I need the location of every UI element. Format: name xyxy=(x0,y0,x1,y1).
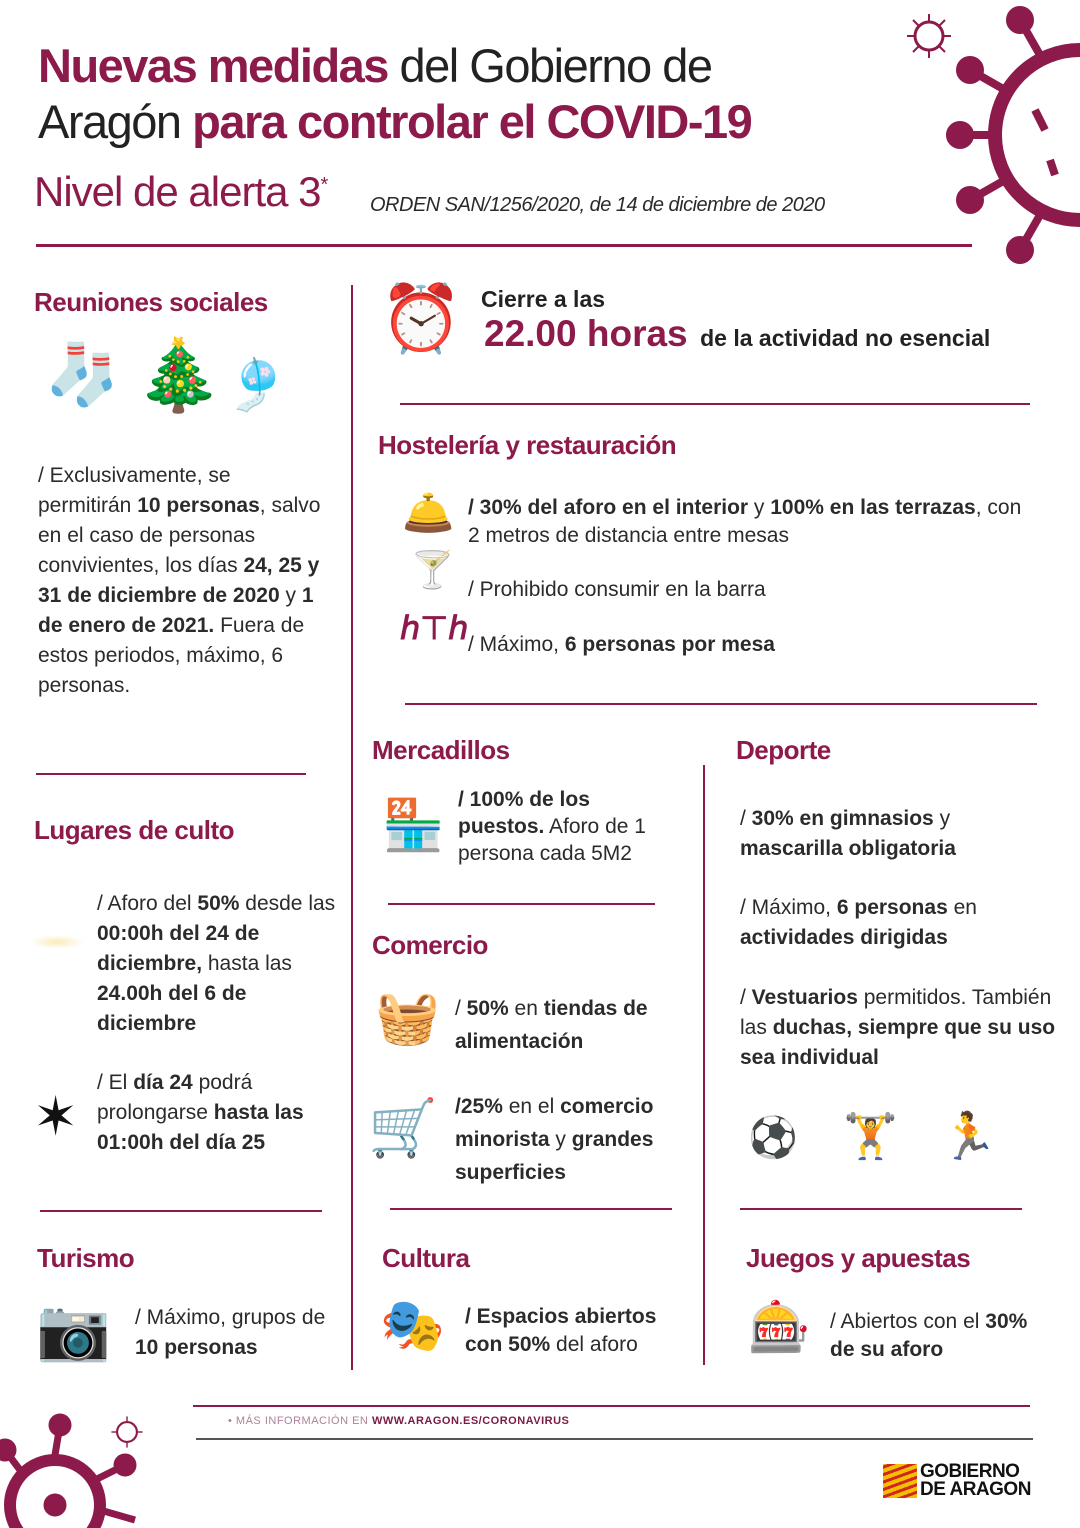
comercio-title: Comercio xyxy=(372,930,488,960)
text-segment: / Máximo, xyxy=(468,633,565,656)
reuniones-text xyxy=(38,461,323,701)
text-segment: 1 de enero de 2021. xyxy=(38,584,314,637)
text-segment: 10 personas xyxy=(137,494,260,517)
text-segment: del Gobierno de xyxy=(387,39,712,92)
column-divider-right xyxy=(703,765,705,1365)
text-segment: hasta las xyxy=(202,952,292,975)
juegos-text xyxy=(830,1308,1030,1364)
text-segment: , salvo en el caso de personas convivientes, los días xyxy=(38,494,321,577)
aragon-flag-icon xyxy=(883,1464,917,1498)
text-segment: Aforo de 1 persona cada 5M2 xyxy=(458,815,646,865)
comercio-item-1 xyxy=(455,992,695,1058)
text-segment: en xyxy=(947,896,977,919)
hosteleria-title: Hostelería y restauración xyxy=(378,430,677,460)
poker-chips-icon: 🎰 xyxy=(748,1299,811,1355)
footer-divider-bottom xyxy=(196,1438,1033,1440)
text-segment: hasta las 01:00h del día 25 xyxy=(97,1101,304,1154)
more-info-link[interactable]: WWW.ARAGON.ES/CORONAVIRUS xyxy=(371,1415,570,1427)
ornaments-icon: 🎐 xyxy=(225,357,288,413)
text-segment: duchas, siempre que su uso sea individual xyxy=(740,1016,1056,1069)
cultura-text xyxy=(465,1303,695,1359)
alarm-clock-icon: ⏰ xyxy=(380,281,463,355)
text-segment: / 100% de los puestos. xyxy=(458,788,590,838)
text-segment: / 30% del aforo en el interior xyxy=(468,496,749,519)
text-segment: 50% xyxy=(466,997,509,1020)
divider xyxy=(388,903,655,905)
alert-level xyxy=(34,168,327,216)
text-segment: día 24 xyxy=(133,1071,193,1094)
text-segment: del aforo xyxy=(550,1333,638,1356)
divider xyxy=(40,1210,322,1212)
text-segment: y xyxy=(279,584,302,607)
theater-masks-icon: 🎭 xyxy=(380,1297,445,1355)
text-segment: Fuera de estos periodos, máximo, 6 personas. xyxy=(38,614,305,697)
deporte-title: Deporte xyxy=(736,735,831,765)
text-segment: 30% en gimnasios xyxy=(751,807,934,830)
mercadillos-title: Mercadillos xyxy=(372,735,510,765)
culto-title: Lugares de culto xyxy=(34,815,235,845)
cloche-serving-icon: 🛎️ xyxy=(402,489,455,536)
text-segment: tiendas de alimentación xyxy=(455,997,648,1053)
text-segment: Nuevas medidas xyxy=(38,39,388,92)
deporte-item-1 xyxy=(740,804,1040,864)
sparkle-star-icon: ✶ xyxy=(33,1087,79,1147)
food-basket-icon: 🧺 xyxy=(375,989,440,1047)
text-segment: 00:00h del 24 de diciembre, xyxy=(97,922,260,975)
text-segment: 24.00h del 6 de diciembre xyxy=(97,982,247,1035)
table-chairs-icon: ℎ⊤ℎ xyxy=(400,610,469,646)
header-divider xyxy=(36,244,972,247)
text-segment: /25% xyxy=(455,1095,503,1118)
text-segment: / El xyxy=(97,1071,134,1094)
text-segment: 10 personas xyxy=(135,1336,258,1359)
market-stall-icon: 🏪 xyxy=(382,797,445,853)
text-segment: / Máximo, grupos de xyxy=(135,1306,326,1329)
light-glow-icon xyxy=(30,935,85,949)
cocktail-icon: 🍸 xyxy=(410,549,455,590)
text-segment: / xyxy=(740,807,752,830)
text-segment: actividades dirigidas xyxy=(740,926,948,949)
divider xyxy=(400,403,1030,405)
divider xyxy=(405,703,1037,705)
text-segment: , con 2 metros de distancia entre mesas xyxy=(468,496,1022,547)
text-segment: podrá prolongarse xyxy=(97,1071,253,1124)
text-segment: 6 personas por mesa xyxy=(564,633,775,656)
text-segment: / Aforo del xyxy=(97,892,198,915)
closing-rest: de la actividad no esencial xyxy=(700,325,991,351)
christmas-tree-icon: 🎄 xyxy=(135,336,223,414)
logo-line-1: GOBIERNO xyxy=(920,1461,1020,1482)
weightlifter-icon: 🏋️ xyxy=(843,1112,898,1161)
text-segment: grandes superficies xyxy=(455,1128,654,1184)
text-segment: / Prohibido consumir en la barra xyxy=(468,578,766,601)
juegos-title: Juegos y apuestas xyxy=(746,1243,971,1273)
title-line-1 xyxy=(38,38,751,94)
hosteleria-item-1 xyxy=(468,494,1038,550)
text-segment: y xyxy=(933,807,951,830)
shopping-cart-icon: 🛒 xyxy=(368,1096,438,1159)
gobierno-aragon-logo xyxy=(883,1463,1031,1499)
text-segment: desde las xyxy=(239,892,336,915)
footer-divider-top xyxy=(193,1405,1030,1407)
more-info-prefix: MÁS INFORMACIÓN EN xyxy=(235,1415,372,1427)
text-segment: permitidos. También las xyxy=(740,986,1052,1039)
text-segment: para controlar el COVID-19 xyxy=(192,95,752,148)
stocking-icon: 🧦 xyxy=(45,341,120,408)
runner-icon: 🏃 xyxy=(940,1110,998,1162)
small-virus-bottom-icon xyxy=(110,1415,144,1449)
closing-time-value: 22.00 horas xyxy=(484,313,688,354)
camera-icon: 📷 xyxy=(36,1296,111,1363)
hosteleria-item-3 xyxy=(468,630,1028,660)
soccer-ball-icon: ⚽ xyxy=(748,1116,798,1160)
alert-asterisk: * xyxy=(320,174,328,196)
reuniones-title: Reuniones sociales xyxy=(34,287,268,317)
cultura-title: Cultura xyxy=(382,1243,470,1273)
text-segment: / Exclusivamente, se permitirán xyxy=(38,464,231,517)
culto-item-2 xyxy=(97,1068,337,1158)
page-title xyxy=(38,38,751,150)
text-segment: / Abiertos con el xyxy=(830,1310,986,1333)
alert-level-text: Nivel de alerta 3 xyxy=(34,168,321,215)
text-segment: 50% xyxy=(197,892,240,915)
text-segment: comercio minorista xyxy=(455,1095,654,1151)
divider xyxy=(390,1208,672,1210)
turismo-title: Turismo xyxy=(37,1243,135,1273)
divider xyxy=(36,773,306,775)
text-segment: / Máximo, xyxy=(740,896,837,919)
text-segment: / Espacios abiertos con 50% xyxy=(465,1305,657,1356)
text-segment: 6 personas xyxy=(836,896,948,919)
culto-item-1 xyxy=(97,889,342,1039)
comercio-item-2 xyxy=(455,1090,700,1189)
order-reference: ORDEN SAN/1256/2020, de 14 de diciembre de 2020 xyxy=(370,194,825,216)
divider xyxy=(740,1208,1022,1210)
turismo-text xyxy=(135,1303,335,1363)
logo-line-2: DE ARAGON xyxy=(920,1479,1031,1500)
text-segment: Vestuarios xyxy=(751,986,858,1009)
title-line-2 xyxy=(38,94,751,150)
text-segment: en el xyxy=(502,1095,561,1118)
mercadillos-text xyxy=(458,786,673,867)
text-segment: 30% de su aforo xyxy=(830,1310,1028,1361)
more-info: • MÁS INFORMACIÓN EN WWW.ARAGON.ES/CORONAVIRUS xyxy=(228,1415,570,1427)
text-segment: 100% en las terrazas xyxy=(770,496,976,519)
text-segment: y xyxy=(549,1128,572,1151)
virus-decoration-icon xyxy=(945,0,1080,270)
text-segment: / xyxy=(455,997,467,1020)
text-segment: mascarilla obligatoria xyxy=(740,837,956,860)
deporte-item-3 xyxy=(740,983,1060,1073)
text-segment: 24, 25 y 31 de diciembre de 2020 xyxy=(38,554,320,607)
text-segment: y xyxy=(748,496,771,519)
text-segment: Aragón xyxy=(38,95,193,148)
deporte-item-2 xyxy=(740,893,1040,953)
column-divider-left xyxy=(351,285,353,1370)
small-virus-icon xyxy=(905,12,953,60)
text-segment: / xyxy=(740,986,752,1009)
text-segment: en xyxy=(508,997,544,1020)
hosteleria-item-2 xyxy=(468,575,1028,605)
closing-line1: Cierre a las xyxy=(481,286,606,312)
closing-time xyxy=(484,313,990,355)
